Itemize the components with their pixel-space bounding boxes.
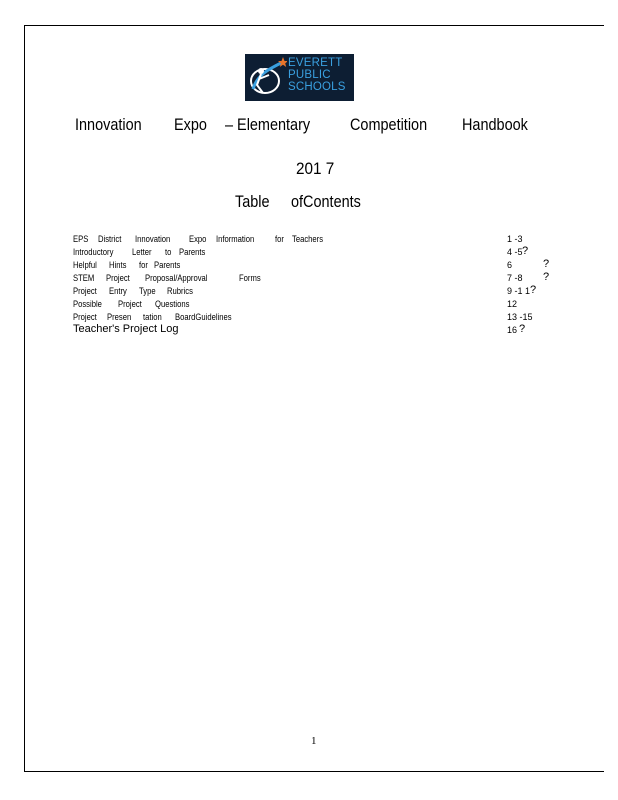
toc-entry-word: Helpful [73,260,97,270]
toc-unknown-glyph: ? [530,284,537,296]
toc-entry-word: for [139,260,148,270]
toc-entry-word: Project [106,273,130,283]
toc-entry-word: Teachers [292,234,324,244]
toc-page-range: 9 -1 1 [507,286,531,296]
toc-entry-word: Project [73,286,97,296]
toc-unknown-glyph: ? [522,245,529,257]
toc-entry-word: Possible [73,299,102,309]
toc-entry-word: Forms [239,273,261,283]
toc-entry-word: District [98,234,122,244]
toc-entry-word: Entry [109,286,127,296]
toc-entry-word: Proposal/Approval [145,273,208,283]
title-word: Innovation [75,115,142,134]
toc-entry-word: Letter [132,247,152,257]
title-word: – Elementary [225,115,311,134]
toc-page-range: 4 -5 [507,247,523,257]
toc-page-range: 12 [507,299,518,309]
toc-page-range: 6 [507,260,513,270]
toc-entry [73,323,178,335]
toc-unknown-glyph: ? [543,258,550,270]
title-word: Competition [350,115,428,134]
page-border [24,25,604,772]
toc-entry-word: EPS [73,234,89,244]
toc-entry-word: BoardGuidelines [175,312,232,322]
logo-text-everett: EVERETT [288,57,343,69]
toc-entry-word: STEM [73,273,95,283]
toc-entry-word: Parents [179,247,206,257]
toc-entry-word: Innovation [135,234,171,244]
logo-text-public: PUBLIC [288,69,331,81]
district-logo [245,54,354,101]
toc-entry-word: Teacher's Project Log [73,323,179,335]
toc-page-range: 16 [507,325,518,335]
title-word: Handbook [462,115,528,134]
title-word: Expo [174,115,207,134]
toc-entry-word: for [275,234,284,244]
student-figure-icon [247,55,287,99]
toc-unknown-glyph: ? [543,271,550,283]
toc-entry-word: Hints [109,260,127,270]
toc-page-range: 1 -3 [507,234,523,244]
toc-entry-word: Type [139,286,156,296]
toc-entry-word: Information [216,234,255,244]
toc-page-range: 13 -15 [507,312,533,322]
toc-entry-word: Questions [155,299,190,309]
toc-entry-word: Parents [154,260,181,270]
toc-page-range: 7 -8 [507,273,523,283]
logo-text-schools: SCHOOLS [288,81,346,93]
toc-entry-word: Introductory [73,247,114,257]
toc-entry-word: Project [73,312,97,322]
toc-entry-word: Presen [107,312,132,322]
toc-heading-word: ofContents [291,192,361,211]
toc-entry-word: to [165,247,172,257]
toc-entry-word: tation [143,312,162,322]
toc-entry-word: Expo [189,234,207,244]
toc-heading-word: Table [235,192,270,211]
toc-entry-word: Project [118,299,142,309]
document-year: 201 7 [296,159,335,178]
page-number: 1 [311,735,317,747]
toc-entry-word: Rubrics [167,286,193,296]
toc-unknown-glyph: ? [519,323,526,335]
